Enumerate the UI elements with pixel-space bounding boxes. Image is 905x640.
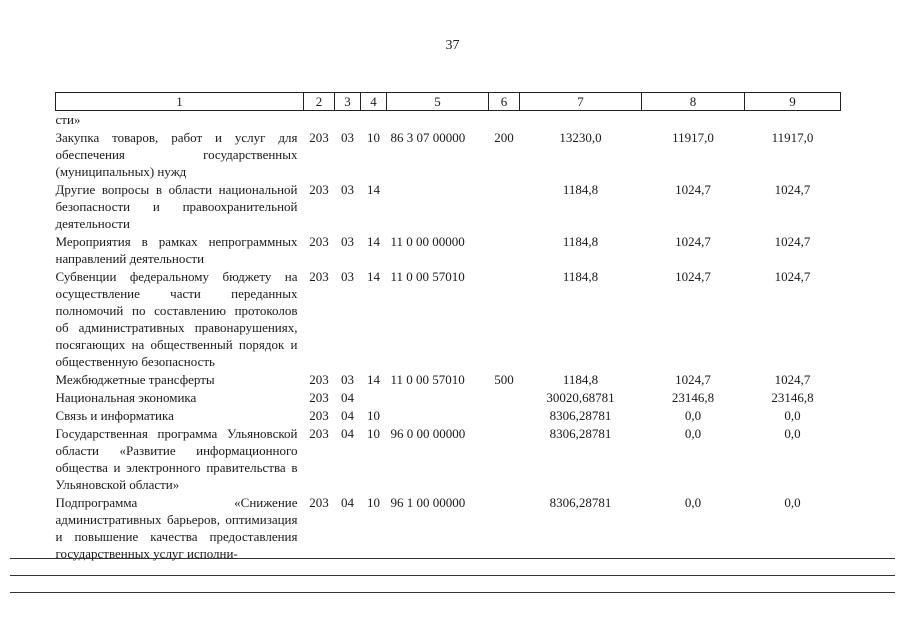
row-cell-col7: 1184,8 <box>562 269 599 284</box>
row-cell-col9: 1024,7 <box>774 372 811 387</box>
row-cell-col6 <box>489 406 520 424</box>
row-label: Связь и информатика <box>55 408 174 423</box>
row-cell-col9: 0,0 <box>784 408 801 423</box>
row-cell-col5 <box>387 180 489 232</box>
row-cell-col6 <box>489 388 520 406</box>
row-cell-col4: 10 <box>367 130 380 145</box>
row-cell-col6 <box>489 180 520 232</box>
column-header: 2 <box>304 93 335 111</box>
row-cell-col2: 203 <box>309 372 329 387</box>
row-cell-col5: 86 3 07 00000 <box>390 130 466 145</box>
row-cell-col8: 23146,8 <box>671 390 715 405</box>
row-cell-col2: 203 <box>309 495 329 510</box>
table-row <box>56 267 841 370</box>
row-cell-col4: 14 <box>367 269 380 284</box>
budget-table <box>55 92 841 562</box>
row-cell-col8: 1024,7 <box>675 234 711 249</box>
table-header-row <box>56 93 841 111</box>
row-cell-col7: 8306,28781 <box>549 495 612 510</box>
table-row <box>56 128 841 180</box>
row-cell-col2: 203 <box>309 130 329 145</box>
row-cell-col2: 203 <box>309 269 329 284</box>
column-header: 3 <box>335 93 361 111</box>
table-row <box>56 232 841 267</box>
row-cell-col4: 14 <box>367 372 380 387</box>
row-cell-col2: 203 <box>309 390 329 405</box>
row-label: Межбюджетные трансферты <box>55 372 215 387</box>
row-cell-col8: 11917,0 <box>672 130 714 145</box>
row-cell-col3: 04 <box>341 495 354 510</box>
column-header: 5 <box>387 93 489 111</box>
row-cell-col7 <box>520 111 642 129</box>
row-cell-col7: 30020,68781 <box>546 390 615 405</box>
row-cell-col7: 13230,0 <box>559 130 602 145</box>
table-row <box>56 388 841 406</box>
table-row <box>56 424 841 493</box>
row-cell-col9: 1024,7 <box>774 234 811 249</box>
row-cell-col3: 03 <box>341 130 354 145</box>
table-rule <box>10 575 895 576</box>
row-label: Закупка товаров, работ и услуг для обеспечения государственных (муниципальных) нужд <box>55 130 298 179</box>
row-cell-col9: 1024,7 <box>774 269 811 284</box>
row-cell-col4: 10 <box>367 495 380 510</box>
row-cell-col9 <box>745 111 841 129</box>
row-cell-col8: 1024,7 <box>675 269 711 284</box>
row-label: сти» <box>55 112 81 127</box>
row-cell-col8: 0,0 <box>684 495 702 510</box>
row-cell-col7: 8306,28781 <box>549 426 612 441</box>
page-number: 37 <box>445 38 460 53</box>
row-cell-col7: 1184,8 <box>562 234 599 249</box>
row-cell-col3: 03 <box>341 234 354 249</box>
table-row <box>56 370 841 388</box>
row-cell-col3: 03 <box>341 269 354 284</box>
row-cell-col7: 1184,8 <box>562 182 599 197</box>
row-cell-col3: 03 <box>341 182 354 197</box>
row-cell-col5: 96 1 00 00000 <box>390 495 466 510</box>
row-cell-col3: 04 <box>341 408 354 423</box>
row-cell-col2: 203 <box>309 408 329 423</box>
row-cell-col2: 203 <box>309 426 329 441</box>
row-cell-col3: 03 <box>341 372 354 387</box>
row-cell-col4: 14 <box>367 234 380 249</box>
column-header: 1 <box>56 93 304 111</box>
row-cell-col6: 500 <box>494 372 514 387</box>
row-cell-col9: 0,0 <box>784 495 801 510</box>
row-cell-col5 <box>387 111 489 129</box>
row-cell-col6 <box>489 111 520 129</box>
row-cell-col4: 10 <box>367 408 380 423</box>
row-cell-col5 <box>387 406 489 424</box>
table-row <box>56 406 841 424</box>
row-cell-col4 <box>361 111 387 129</box>
row-cell-col9: 1024,7 <box>774 182 811 197</box>
column-header: 4 <box>361 93 387 111</box>
row-cell-col5 <box>387 388 489 406</box>
row-cell-col6 <box>489 493 520 562</box>
row-cell-col6: 200 <box>494 130 514 145</box>
column-header: 7 <box>520 93 642 111</box>
row-cell-col5: 11 0 00 00000 <box>390 234 465 249</box>
table-rule <box>10 558 895 559</box>
row-cell-col2: 203 <box>309 182 329 197</box>
row-cell-col9: 23146,8 <box>771 390 814 405</box>
row-cell-col5: 11 0 00 57010 <box>390 372 465 387</box>
row-cell-col5: 96 0 00 00000 <box>390 426 466 441</box>
column-header: 9 <box>745 93 841 111</box>
row-cell-col9: 11917,0 <box>771 130 814 145</box>
row-cell-col4: 14 <box>367 182 380 197</box>
table-row <box>56 180 841 232</box>
row-cell-col6 <box>489 424 520 493</box>
row-cell-col4 <box>361 388 387 406</box>
row-label: Субвенции федеральному бюджету на осуществление части переданных полномочий по составлению протоколов об административных правонарушениях, посягающих на общественный порядок и общественную безопасность <box>55 269 298 369</box>
row-cell-col2: 203 <box>309 234 329 249</box>
row-cell-col7: 1184,8 <box>562 372 599 387</box>
column-header: 6 <box>489 93 520 111</box>
row-label: Мероприятия в рамках непрограммных направлений деятельности <box>55 234 298 266</box>
row-cell-col6 <box>489 232 520 267</box>
row-cell-col8: 0,0 <box>684 426 702 441</box>
table-row <box>56 493 841 562</box>
row-cell-col8: 1024,7 <box>675 372 711 387</box>
row-cell-col2 <box>304 111 335 129</box>
row-cell-col6 <box>489 267 520 370</box>
row-cell-col3: 04 <box>341 426 354 441</box>
table-row <box>56 111 841 129</box>
row-cell-col4: 10 <box>367 426 380 441</box>
row-cell-col3 <box>335 111 361 129</box>
row-cell-col3: 04 <box>341 390 354 405</box>
row-cell-col8: 1024,7 <box>675 182 711 197</box>
row-label: Национальная экономика <box>55 390 197 405</box>
table-rule <box>10 592 895 593</box>
row-cell-col9: 0,0 <box>784 426 801 441</box>
row-cell-col7: 8306,28781 <box>549 408 612 423</box>
row-cell-col5: 11 0 00 57010 <box>390 269 465 284</box>
column-header: 8 <box>642 93 745 111</box>
row-label: Другие вопросы в области национальной безопасности и правоохранительной деятельности <box>55 182 298 231</box>
row-cell-col8: 0,0 <box>684 408 702 423</box>
row-label: Подпрограмма «Снижение административных барьеров, оптимизация и повышение качества предоставления государственных услуг исполни- <box>55 495 298 561</box>
row-label: Государственная программа Ульяновской области «Развитие информационного общества и электронного правительства в Ульяновской области» <box>55 426 298 492</box>
row-cell-col8 <box>642 111 745 129</box>
